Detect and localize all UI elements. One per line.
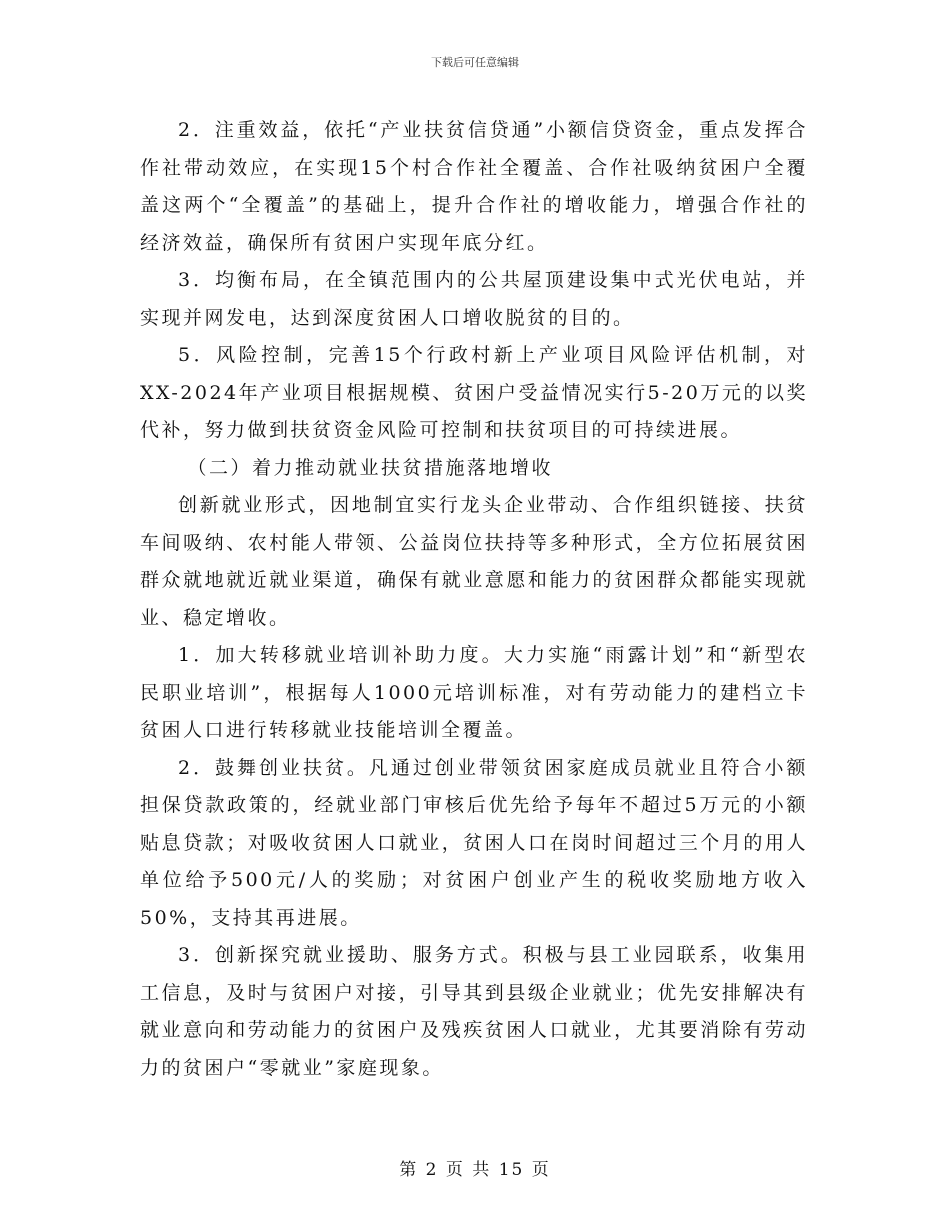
paragraph-employment-intro: 创新就业形式，因地制宜实行龙头企业带动、合作组织链接、扶贫车间吸纳、农村能人带领、公益岗位扶持等多种形式，全方位拓展贫困群众就地就近就业渠道，确保有就业意愿和能力的贫困群众都能实现就业、稳定增收。 (140, 494, 808, 629)
paragraph-item-3-assistance: 3．创新探究就业援助、服务方式。积极与县工业园联系，收集用工信息，及时与贫困户对接，引导其到县级企业就业；优先安排解决有就业意向和劳动能力的贫困户及残疾贫困人口就业，尤其要消除有劳动力的贫困户“零就业”家庭现象。 (140, 944, 808, 1079)
paragraph-item-5-risk: 5．风险控制，完善15个行政村新上产业项目风险评估机制，对XX-2024年产业项目根据规模、贫困户受益情况实行5-20万元的以奖代补，努力做到扶贫资金风险可控制和扶贫项目的可持续进展。 (140, 344, 808, 441)
paragraph-item-1-training: 1．加大转移就业培训补助力度。大力实施“雨露计划”和“新型农民职业培训”，根据每人1000元培训标准，对有劳动能力的建档立卡贫困人口进行转移就业技能培训全覆盖。 (140, 644, 808, 741)
paragraph-item-2-entrepreneurship: 2．鼓舞创业扶贫。凡通过创业带领贫困家庭成员就业且符合小额担保贷款政策的，经就业部门审核后优先给予每年不超过5万元的小额贴息贷款；对吸收贫困人口就业，贫困人口在岗时间超过三个月的用人单位给予500元/人的奖励；对贫困户创业产生的税收奖励地方收入50%，支持其再进展。 (140, 756, 808, 929)
section-heading-employment: （二）着力推动就业扶贫措施落地增收 (187, 456, 554, 479)
paragraph-item-2-benefit: 2．注重效益，依托“产业扶贫信贷通”小额信贷资金，重点发挥合作社带动效应，在实现15个村合作社全覆盖、合作社吸纳贫困户全覆盖这两个“全覆盖”的基础上，提升合作社的增收能力，增强合作社的经济效益，确保所有贫困户实现年底分红。 (140, 119, 808, 254)
document-body (140, 112, 808, 1087)
page-footer-page-number: 第 2 页 共 15 页 (399, 1160, 551, 1180)
page-header: 下载后可任意编辑 (431, 56, 519, 69)
paragraph-item-3-layout: 3．均衡布局，在全镇范围内的公共屋顶建设集中式光伏电站，并实现并网发电，达到深度贫困人口增收脱贫的目的。 (140, 269, 808, 329)
